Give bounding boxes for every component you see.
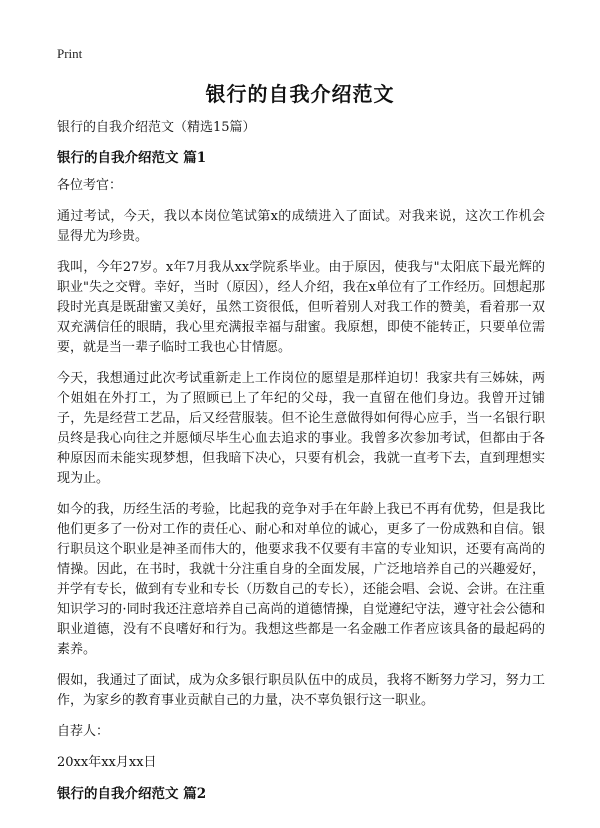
signature-line: 自荐人： <box>57 724 110 739</box>
section-heading-2: 银行的自我介绍范文 篇2 <box>57 786 207 802</box>
paragraph-1: 通过考试，今天，我以本岗位笔试第x的成绩进入了面试。对我来说，这次工作机会显得尤为珍贵。 <box>57 209 545 244</box>
document-title: 银行的自我介绍范文 <box>205 82 395 106</box>
paragraph-3: 今天，我想通过此次考试重新走上工作岗位的愿望是那样迫切！我家共有三姊妹，两个姐姐在外打工，为了照顾已上了年纪的父母，我一直留在他们身边。我曾开过铺子，先是经营工艺品，后又经营服装。但不论生意做得如何得心应手，当一名银行职员终是我心向往之并愿倾尽毕生心血去追求的事业。我曾多次参加考试，但都由于各种原因而未能实现梦想，但我暗下决心，只要有机会，我就一直考下去，直到理想实现为止。 <box>57 371 545 486</box>
paragraph-2: 我叫，今年27岁。x年7月我从xx学院系毕业。由于原因，使我与"太阳底下最光辉的职业"失之交臂。幸好，当时（原因），经人介绍，我在x单位有了工作经历。回想起那段时光真是既甜蜜又美好，虽然工资很低，但听着别人对我工作的赞美，看着那一双双充满信任的眼睛，我心里充满报幸福与甜蜜。我原想，即使不能转正，只要单位需要，就是当一辈子临时工我也心甘情愿。 <box>57 260 545 355</box>
section-heading-1: 银行的自我介绍范文 篇1 <box>57 150 207 166</box>
print-label[interactable]: Print <box>57 46 83 61</box>
document-body <box>57 118 545 812</box>
document-subtitle: 银行的自我介绍范文（精选15篇） <box>57 120 256 135</box>
paragraph-4: 如今的我，历经生活的考验，比起我的竞争对手在年龄上我已不再有优势，但是我比他们更多了一份对工作的责任心、耐心和对单位的诚心，更多了一份成熟和自信。银行职员这个职业是神圣而伟大的，他要求我不仅要有丰富的专业知识，还要有高尚的情操。因此，在书时，我就十分注重自身的全面发展，广泛地培养自己的兴趣爱好，并学有专长，做到有专业和专长（历数自己的专长），还能会唱、会说、会讲。在注重知识学习的·同时我还注意培养自己高尚的道德情操，自觉遵纪守法，遵守社会公德和职业道德，没有不良嗜好和行为。我想这些都是一名金融工作者应该具备的最起码的素养。 <box>57 502 545 657</box>
paragraph-5: 假如，我通过了面试，成为众多银行职员队伍中的成员，我将不断努力学习，努力工作，为家乡的教育事业贡献自己的力量，决不辜负银行这一职业。 <box>57 673 545 708</box>
date-line: 20xx年xx月xx日 <box>57 755 157 770</box>
salutation: 各位考官： <box>57 178 123 193</box>
